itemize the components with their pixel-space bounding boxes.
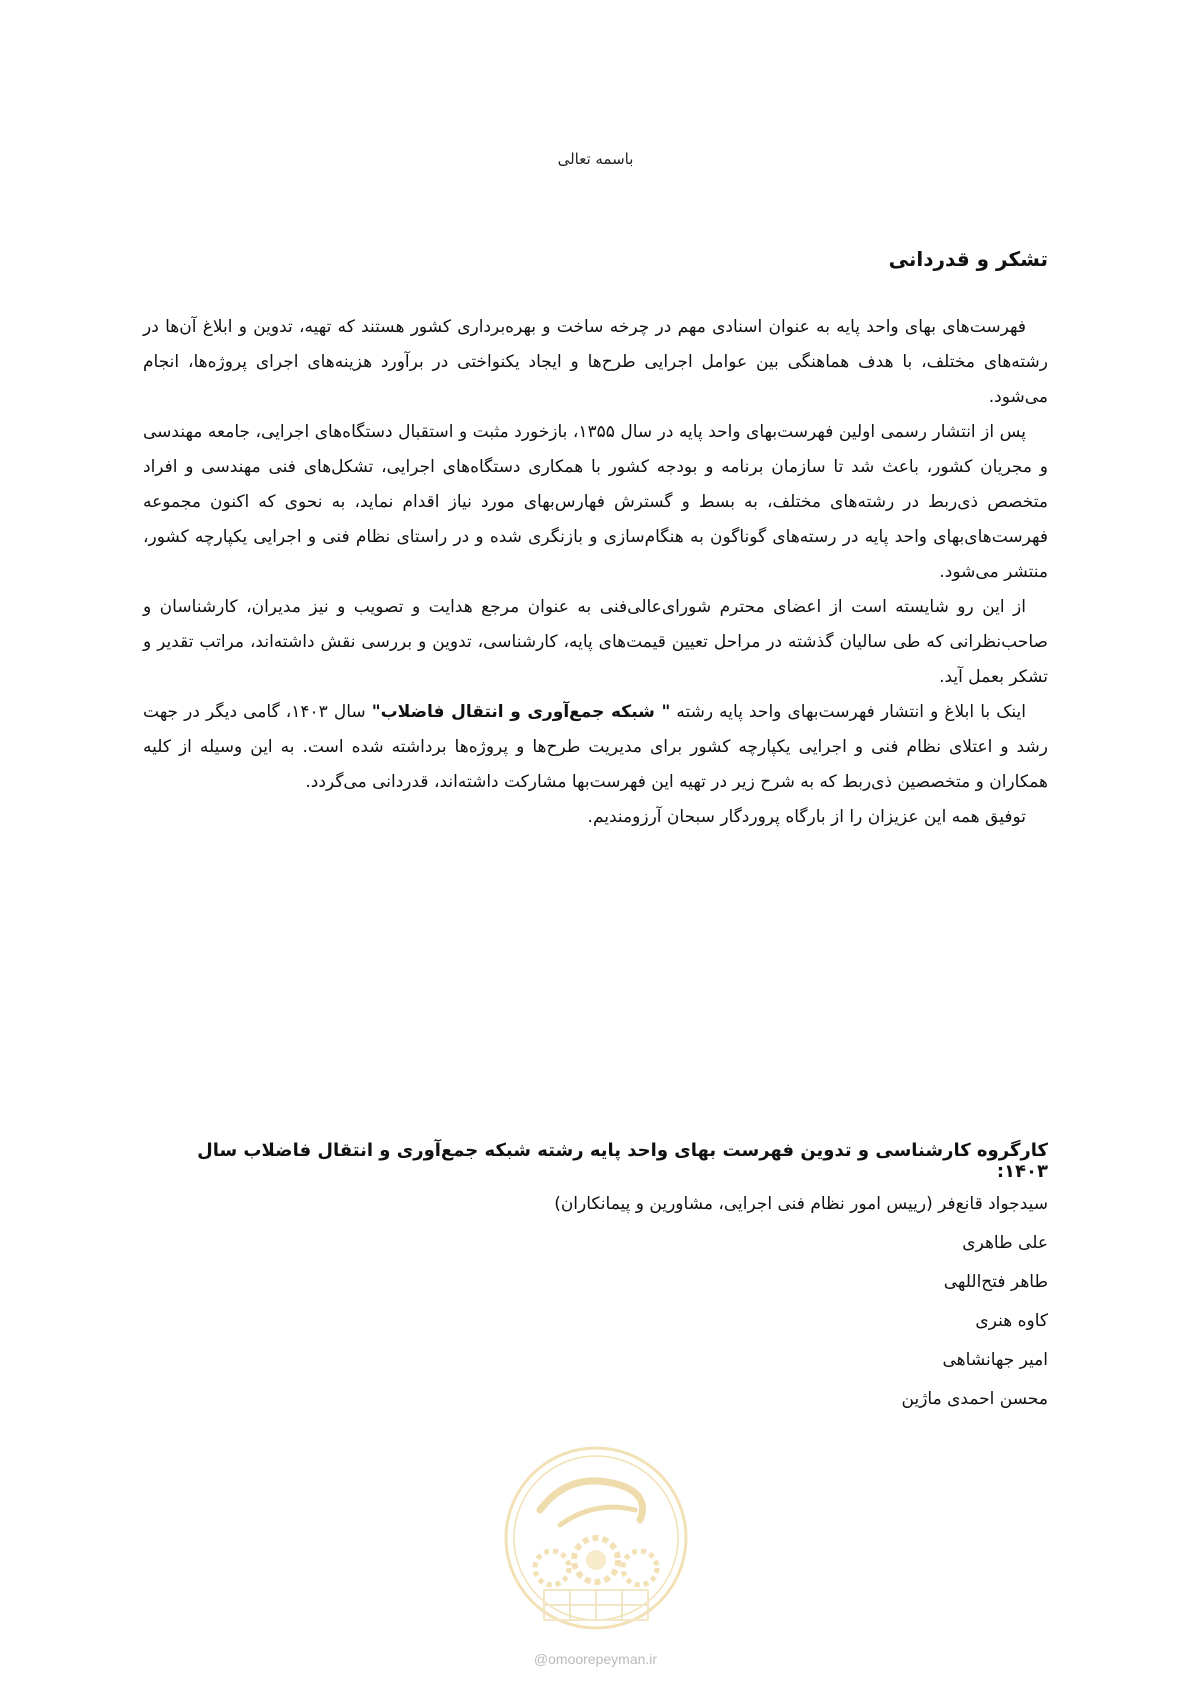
- closing-line: توفیق همه این عزیزان را از بارگاه پروردگار سبحان آرزومندیم.: [587, 807, 1026, 827]
- basmala-header: باسمه تعالی: [557, 150, 634, 168]
- paragraph-4-end: سال ۱۴۰۳، گامی دیگر در جهت رشد و اعتلای نظام فنی و اجرایی یکپارچه کشور برای مدیریت طرح‌ها و پروژه‌ها برداشته شده است. به این وسیله از کلیه همکاران و متخصصین ذی‌ربط که به شرح زیر در تهیه این فهرست‌بها مشارکت داشته‌اند، قدردانی می‌گردد.: [143, 702, 1048, 792]
- paragraph-4: [143, 695, 1048, 800]
- paragraph-4-field-name: " شبکه جمع‌آوری و انتقال فاضلاب": [371, 702, 671, 722]
- workgroup-title: کارگروه کارشناسی و تدوین فهرست بهای واحد پایه رشته شبکه جمع‌آوری و انتقال فاضلاب سال ۱۴۰۳:: [197, 1140, 1048, 1182]
- acknowledgement-body: [143, 310, 1048, 835]
- member-item: کاوه هنری: [975, 1311, 1048, 1331]
- member-item: سیدجواد قانع‌فر (رییس امور نظام فنی اجرایی، مشاورین و پیمانکاران): [554, 1194, 1048, 1214]
- paragraph-1: فهرست‌های بهای واحد پایه به عنوان اسنادی مهم در چرخه ساخت و بهره‌برداری کشور هستند که تهیه، تدوین و ابلاغ آن‌ها در رشته‌های مختلف، با هدف هماهنگی بین عوامل اجرایی طرح‌ها و ایجاد یکنواختی در برآورد هزینه‌های اجرای پروژه‌ها، انجام می‌شود.: [143, 317, 1048, 407]
- member-item: محسن احمدی ماژین: [901, 1389, 1048, 1409]
- section-title: تشکر و قدردانی: [888, 247, 1048, 271]
- member-item: امیر جهانشاهی: [942, 1350, 1048, 1370]
- paragraph-2: پس از انتشار رسمی اولین فهرست‌بهای واحد پایه در سال ۱۳۵۵، بازخورد مثبت و استقبال دستگاه‌های اجرایی، جامعه مهندسی و مجریان کشور، باعث شد تا سازمان برنامه و بودجه کشور با همکاری دستگاه‌های اجرایی، تشکل‌های فنی مهندسی و افراد متخصص ذی‌ربط در رشته‌های مختلف، به بسط و گسترش فهارس‌بهای مورد نیاز اقدام نماید، به نحوی که اکنون مجموعه فهرست‌های‌بهای واحد پایه در رسته‌های گوناگون به هنگام‌سازی و بازنگری شده و در راستای نظام فنی و اجرایی یکپارچه کشور، منتشر می‌شود.: [143, 422, 1048, 582]
- watermark-url: @omoorepeyman.ir: [533, 1651, 658, 1667]
- workgroup-member-list: [554, 1185, 1048, 1419]
- paragraph-3: از این رو شایسته است از اعضای محترم شورای‌عالی‌فنی به عنوان مرجع هدایت و تصویب و نیز مدیران، کارشناسان و صاحب‌نظرانی که طی سالیان گذشته در مراحل تعیین قیمت‌های پایه، کارشناسی، تدوین و بررسی نقش داشته‌اند، مراتب تقدیر و تشکر بعمل آید.: [143, 597, 1048, 687]
- watermark-logo: [500, 1440, 692, 1650]
- member-item: علی طاهری: [962, 1233, 1048, 1253]
- gear-seal-icon: [500, 1440, 692, 1650]
- paragraph-4-start: اینک با ابلاغ و انتشار فهرست‌بهای واحد پایه رشته: [670, 702, 1026, 722]
- member-item: طاهر فتح‌اللهی: [943, 1272, 1048, 1292]
